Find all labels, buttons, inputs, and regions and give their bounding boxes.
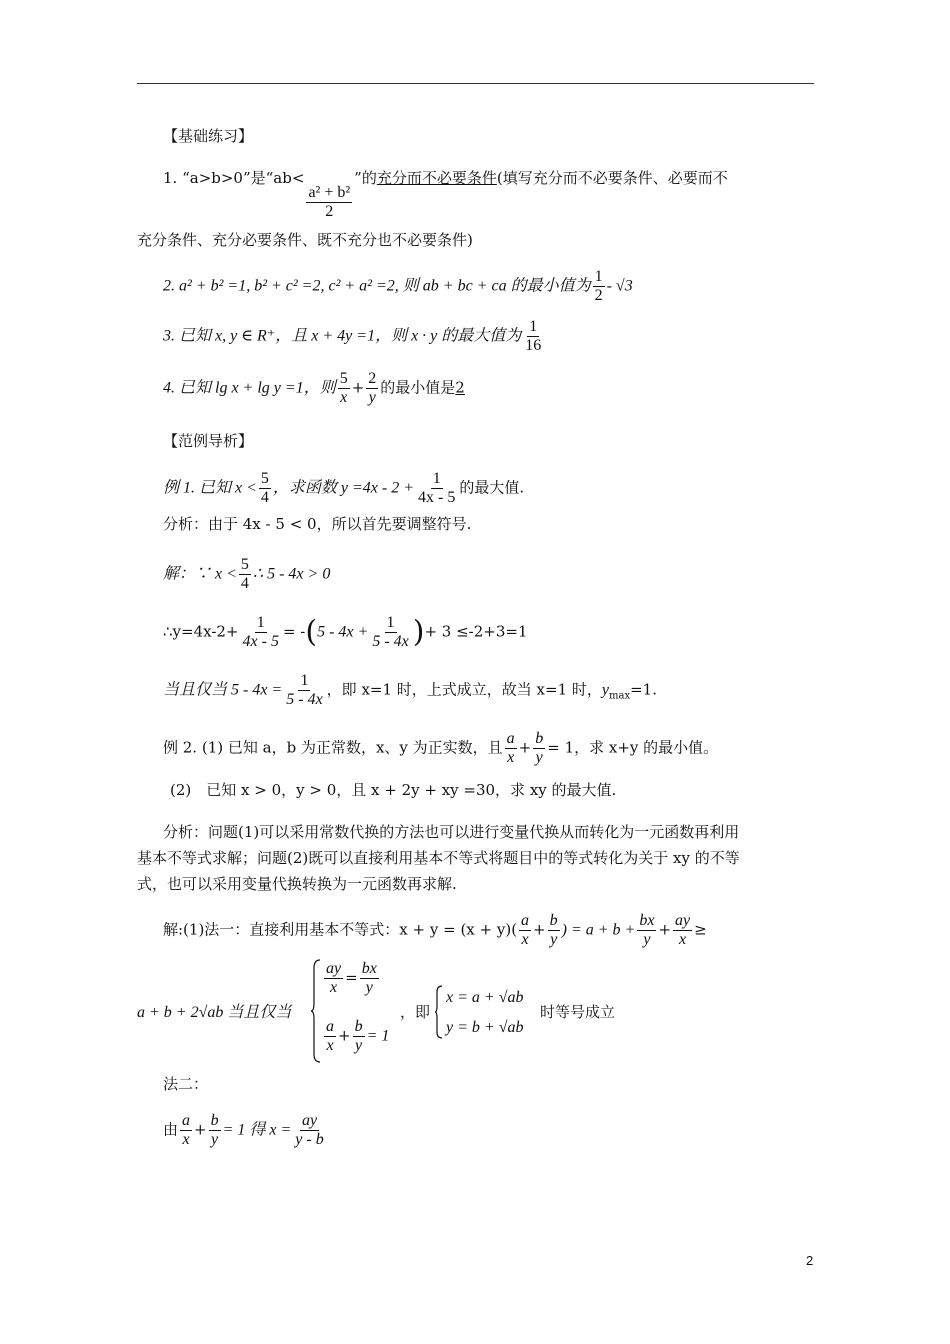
left-brace-2 [434,984,444,1040]
header-rule [137,83,814,84]
brace-system-1-row-2: $\frac{a}{x}$ + $\frac{b}{y}$ = 1 [326,1018,390,1054]
example-2-part-2: (2) 已知 x > 0，y > 0，且 x + 2y + xy =30，求 xy 的最大值. [170,781,617,799]
example-2-analysis-2: 基本不等式求解；问题(2)既可以直接利用基本不等式将题目中的等式转化为关于 xy 的不等 [137,849,740,867]
example-1-step: ∴y=4x-2+ $\frac{1}{4x - 5}$ = -(5 - 4x + $\frac{1}{5 - 4x}$ )+ 3 ≤-2+3=1 [163,614,528,650]
question-1-continued: 充分条件、充分必要条件、既不充分也不必要条件) [137,231,473,249]
left-paren: ( [305,614,318,650]
q3-answer-fraction: $\frac{1}{16}$ [525,318,542,354]
question-2: 2. a² + b² =1, b² + c² =2, c² + a² =2, 则 ab + bc + ca 的最小值为 $\frac{1}{2}$ - √3 [163,268,633,304]
example-2-condition-mid: ，即 [400,1003,431,1021]
example-1-statement: 例 1. 已知 x < $\frac{5}{4}$ ，求函数 y =4x - 2 + $\frac{1}{4x - 5}$ 的最大值. [163,470,525,506]
method-2-label: 法二： [163,1075,209,1093]
example-2-condition-prefix: a + b + 2√ab 当且仅当 [137,1004,292,1021]
question-3: 3. 已知 x, y ∈ R⁺，且 x + 4y =1，则 x · y 的最大值为 $\frac{1}{16}$ [163,318,542,354]
example-2-statement: 例 2. (1) 已知 a，b 为正常数，x、y 为正实数，且 $\frac{a}{x}$ + $\frac{b}{y}$ = 1，求 x+y 的最小值。 [163,730,719,766]
left-brace-1 [310,958,322,1064]
example-2-solution: 解:(1)法一：直接利用基本不等式：x + y = (x + y)( $\frac{a}{x}$ + $\frac{b}{y}$ ) = a + b + $\frac{bx}{y}$ + $\frac{ay}{x}$ ≥ [163,912,707,948]
q4-answer: 2 [455,378,465,397]
result-x: x = a + √ab [446,989,524,1006]
question-1: 1. “a>b>0”是“ab< $\frac{\text{a² + b²}}{2}$ ”的充分而不必要条件(填写充分而不必要条件、必要而不 [163,169,728,220]
example-2-analysis-3: 式，也可以采用变量代换转换为一元函数再求解. [137,875,457,893]
example-1-analysis: 分析：由于 4x - 5 < 0，所以首先要调整符号. [163,515,472,533]
example-2-analysis-1: 分析：问题(1)可以采用常数代换的方法也可以进行变量代换从而转化为一元函数再利用 [163,823,740,841]
example-1-equality: 当且仅当 5 - 4x = $\frac{1}{5 - 4x}$ ，即 x=1 时，上式成立，故当 x=1 时，$y_{max}=1$. [163,672,657,708]
q1-fraction: $\frac{\text{a² + b²}}{2}$ [308,184,351,220]
right-paren: ) [412,614,425,650]
brace-system-1-row-1: $\frac{ay}{x}$ = $\frac{bx}{y}$ [326,960,377,996]
question-4: 4. 已知 lg x + lg y =1，则 $\frac{5}{x}$ + $\frac{2}{y}$ 的最小值是2 [163,370,465,406]
method-2-derivation: 由 $\frac{a}{x}$ + $\frac{b}{y}$ = 1 得 x = $\frac{ay}{y - b}$ [163,1112,324,1148]
q2-answer-fraction: $\frac{1}{2}$ [594,268,603,304]
example-2-condition-suffix: 时等号成立 [540,1003,616,1021]
example-1-solution: 解：∵ x < $\frac{5}{4}$ ∴ 5 - 4x > 0 [163,556,331,592]
section-examples-heading: 【范例导析】 [163,432,254,450]
result-y: y = b + √ab [446,1019,524,1036]
q1-answer: 充分而不必要条件 [376,169,497,187]
page-number: 2 [806,1253,814,1268]
section-basic-heading: 【基础练习】 [163,127,254,145]
